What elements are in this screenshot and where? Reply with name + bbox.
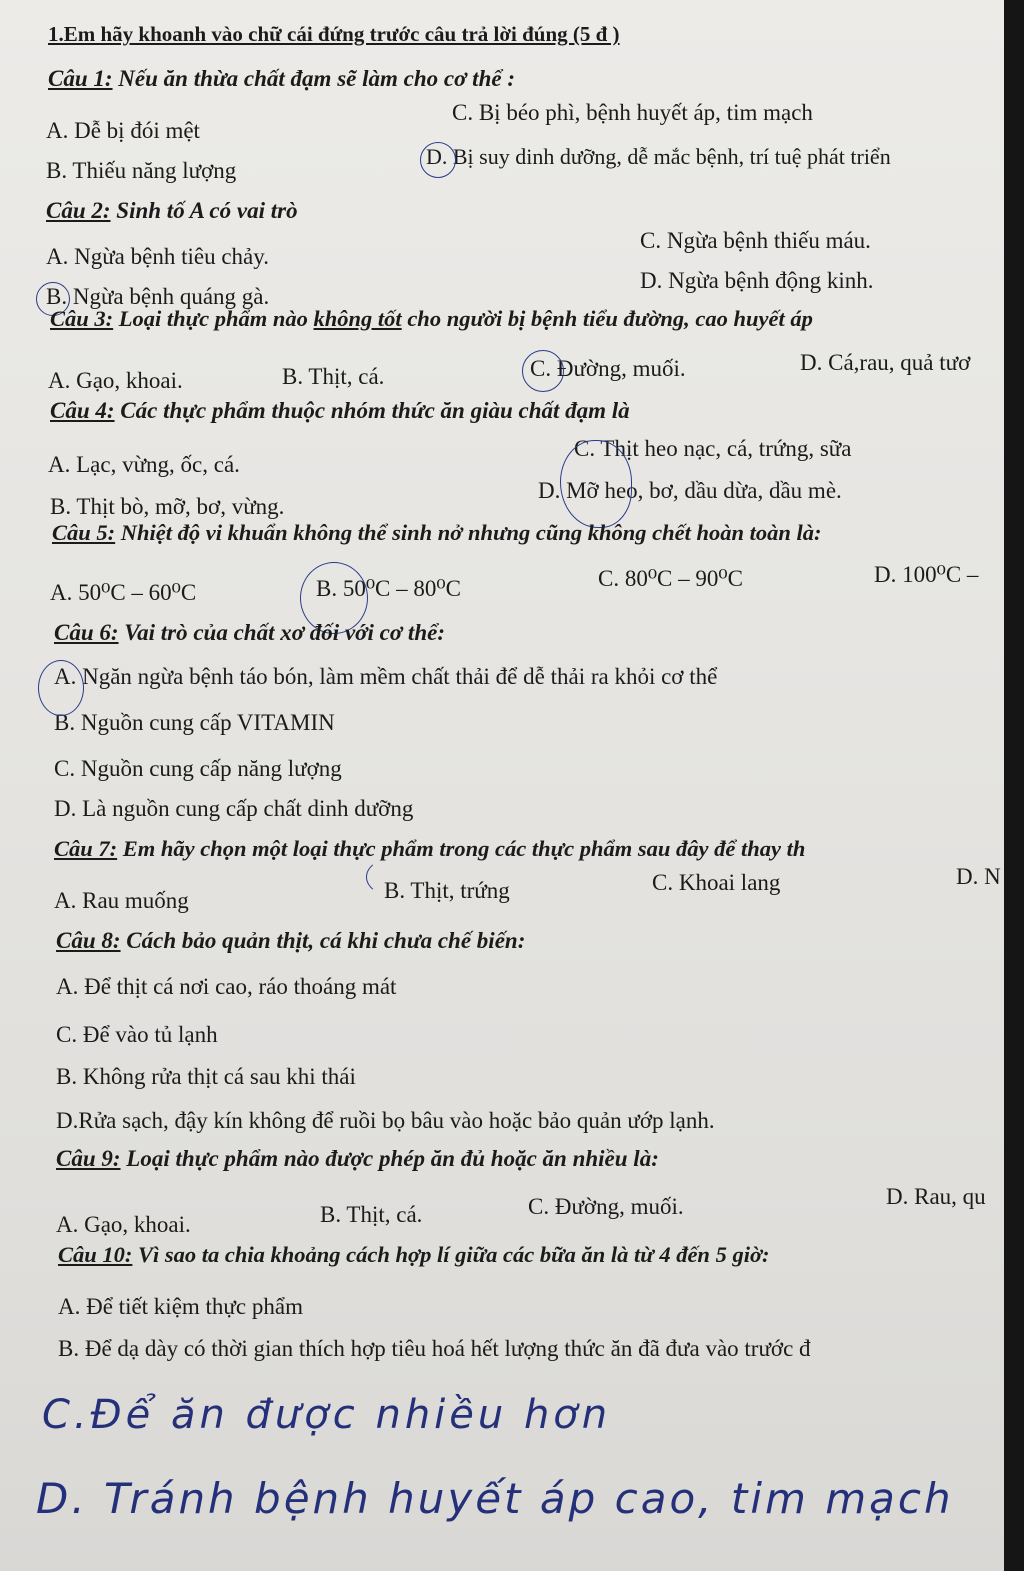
question-text: Vai trò của chất xơ đối với cơ thể: [124,620,445,645]
question-text-emphasis: không tốt [313,306,402,331]
q6-option-c: C. Nguồn cung cấp năng lượng [54,756,342,781]
q1-option-d: D. Bị suy dinh dưỡng, dễ mắc bệnh, trí tuệ phát triển [426,144,891,169]
handwritten-answer-c: C.Để ăn được nhiều hơn [42,1392,612,1438]
question-text: Các thực phẩm thuộc nhóm thức ăn giàu chất đạm là [120,398,630,423]
question-9 [56,1146,659,1172]
q3-option-d: D. Cá,rau, quả tươ [800,350,971,375]
q6-option-b: B. Nguồn cung cấp VITAMIN [54,710,335,735]
q7-option-b: B. Thịt, trứng [384,878,510,903]
q3-option-a: A. Gạo, khoai. [48,368,183,393]
q5-option-c: C. 80⁰C – 90⁰C [598,566,743,591]
question-label: Câu 9: [56,1146,121,1171]
question-8 [56,928,525,954]
question-label: Câu 8: [56,928,121,953]
question-5 [52,520,822,546]
question-text: Em hãy chọn một loại thực phẩm trong các thực phẩm sau đây để thay th [122,836,806,861]
q9-option-c: C. Đường, muối. [528,1194,684,1219]
section-title-text: 1.Em hãy khoanh vào chữ cái đứng trước câu trả lời đúng (5 đ ) [48,22,620,46]
question-label: Câu 6: [54,620,119,645]
q2-option-c: C. Ngừa bệnh thiếu máu. [640,228,871,253]
q1-option-b: B. Thiếu năng lượng [46,158,237,183]
question-text: Loại thực phẩm nào [118,306,314,331]
q5-option-b: B. 50⁰C – 80⁰C [316,576,461,601]
q2-option-b: B. Ngừa bệnh quáng gà. [46,284,270,309]
q4-option-d: D. Mỡ heo, bơ, dầu dừa, dầu mè. [538,478,842,503]
question-label: Câu 1: [48,66,113,91]
q2-option-a: A. Ngừa bệnh tiêu chảy. [46,244,270,269]
q3-option-c: C. Đường, muối. [530,356,686,381]
q4-option-c: C. Thịt heo nạc, cá, trứng, sữa [574,436,852,461]
question-text: Cách bảo quản thịt, cá khi chưa chế biến: [126,928,526,953]
q4-option-a: A. Lạc, vừng, ốc, cá. [48,452,240,477]
q1-option-a: A. Dễ bị đói mệt [46,118,200,143]
handwritten-answer-d: D. Tránh bệnh huyết áp cao, tim mạch [36,1474,954,1523]
q5-option-d: D. 100⁰C – [874,562,979,587]
question-text: Nếu ăn thừa chất đạm sẽ làm cho cơ thể : [118,66,515,91]
q9-option-d: D. Rau, qu [886,1184,986,1209]
question-6 [54,620,445,646]
q6-option-d: D. Là nguồn cung cấp chất dinh dưỡng [54,796,414,821]
question-label: Câu 5: [52,520,116,545]
q7-option-a: A. Rau muống [54,888,189,913]
q10-option-a: A. Để tiết kiệm thực phẩm [58,1294,303,1319]
q9-option-a: A. Gạo, khoai. [56,1212,191,1237]
section-title [48,22,620,47]
question-10 [58,1242,770,1268]
question-label: Câu 10: [58,1242,133,1267]
question-text: Loại thực phẩm nào được phép ăn đủ hoặc ăn nhiều là: [126,1146,659,1171]
question-7 [54,836,805,862]
question-label: Câu 4: [50,398,115,423]
q8-option-b: B. Không rửa thịt cá sau khi thái [56,1064,356,1089]
q6-option-a: A. Ngăn ngừa bệnh táo bón, làm mềm chất thải để dễ thải ra khỏi cơ thể [54,664,718,689]
question-label: Câu 3: [50,306,114,331]
photo-dark-edge [1004,0,1024,1571]
question-label: Câu 2: [46,198,111,223]
question-3 [50,306,813,332]
q10-option-b: B. Để dạ dày có thời gian thích hợp tiêu hoá hết lượng thức ăn đã đưa vào trước đ [58,1336,811,1361]
question-1 [48,66,515,92]
question-text: Sinh tố A có vai trò [116,198,298,223]
question-4 [50,398,630,424]
q2-option-d: D. Ngừa bệnh động kinh. [640,268,874,293]
q8-option-c: C. Để vào tủ lạnh [56,1022,218,1047]
q9-option-b: B. Thịt, cá. [320,1202,423,1227]
q4-option-b: B. Thịt bò, mỡ, bơ, vừng. [50,494,285,519]
question-label: Câu 7: [54,836,118,861]
question-2 [46,198,298,224]
q1-option-c: C. Bị béo phì, bệnh huyết áp, tim mạch [452,100,813,125]
q5-option-a: A. 50⁰C – 60⁰C [50,580,197,605]
q8-option-d: D.Rửa sạch, đậy kín không để ruồi bọ bâu vào hoặc bảo quản ướp lạnh. [56,1108,715,1133]
question-text: Vì sao ta chia khoảng cách hợp lí giữa các bữa ăn là từ 4 đến 5 giờ: [138,1242,770,1267]
q7-option-c: C. Khoai lang [652,870,781,895]
q8-option-a: A. Để thịt cá nơi cao, ráo thoáng mát [56,974,397,999]
q7-option-d: D. N [956,864,1001,889]
question-text: Nhiệt độ vi khuẩn không thể sinh nở nhưng cũng không chết hoàn toàn là: [120,520,822,545]
q3-option-b: B. Thịt, cá. [282,364,385,389]
question-text-end: cho người bị bệnh tiểu đường, cao huyết áp [401,306,813,331]
